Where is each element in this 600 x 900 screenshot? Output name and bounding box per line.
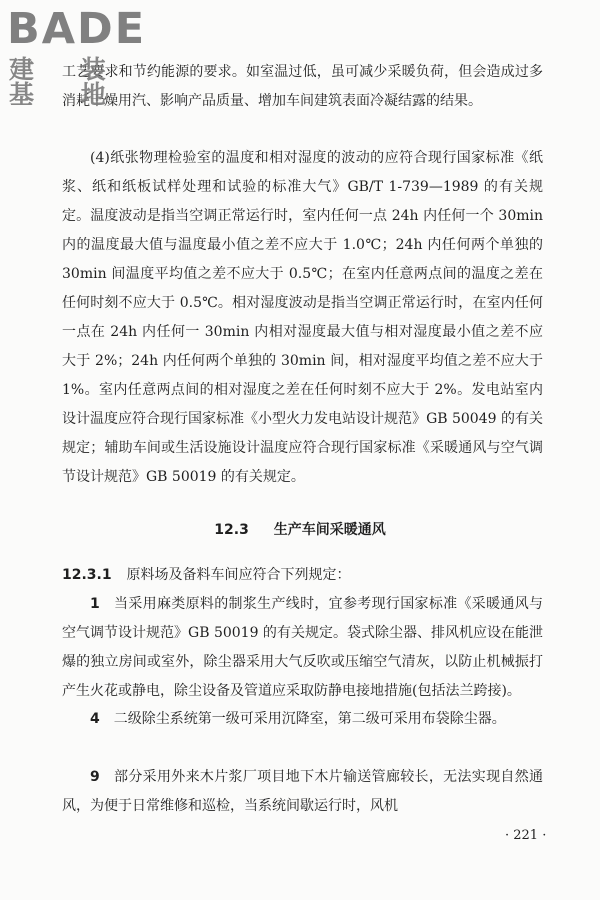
item-number: 1	[90, 596, 100, 612]
item-number: 9	[90, 769, 100, 785]
item-number: 4	[90, 711, 100, 727]
item-text: 二级除尘系统第一级可采用沉降室，第二级可采用布袋除尘器。	[113, 711, 506, 727]
section-title: 生产车间采暖通风	[273, 522, 386, 538]
item-text: 当采用麻类原料的制浆生产线时，宜参考现行国家标准《采暖通风与空气调节设计规范》GB 50019 的有关规定。袋式除尘器、排风机应设在能泄爆的独立房间或室外，除尘器采用大气反吹或压缩空气清灰，以防止机械振打产生火花或静电，除尘设备及管道应采取防静电接地措施(包括法兰跨接)。	[62, 596, 543, 699]
paragraph-2: (4)纸张物理检验室的温度和相对湿度的波动的应符合现行国家标准《纸浆、纸和纸板试样处理和试验的标准大气》GB/T 1-739—1989 的有关规定。温度波动是指当空调正常运行时，室内任何一点 24h 内任何一个 30min 内的温度最大值与温度最小值之差不应大于 1.0℃；24h 内任何两个单独的 30min 间温度平均值之差不应大于 0.5℃；在室内任意两点间的温度之差在任何时刻不应大于 0.5℃。相对湿度波动是指当空调正常运行时，在室内任何一点在 24h 内任何一 30min 内相对湿度最大值与相对湿度最小值之差不应大于 2%；24h 内任何两个单独的 30min 间，相对湿度平均值之差不应大于 1%。室内任意两点间的相对湿度之差在任何时刻不应大于 2%。发电站室内设计温度应符合现行国家标准《小型火力发电站设计规范》GB 50049 的有关规定；辅助车间或生活设施设计温度应符合现行国家标准《采暖通风与空气调节设计规范》GB 50019 的有关规定。	[62, 150, 543, 485]
page-number: · 221 ·	[505, 828, 547, 843]
section-number: 12.3	[214, 522, 249, 538]
list-item	[62, 705, 543, 734]
paragraph-1: 工艺要求和节约能源的要求。如室温过低，虽可减少采暖负荷，但会造成过多消耗干燥用汽、影响产品质量、增加车间建筑表面冷凝结露的结果。	[62, 64, 543, 109]
watermark-logo	[7, 4, 177, 109]
subsection-label: 原料场及备料车间应符合下列规定：	[126, 567, 351, 583]
subsection-heading	[62, 561, 543, 590]
list-item	[62, 590, 543, 706]
subsection-number: 12.3.1	[62, 567, 112, 583]
brand-text: BADE	[7, 4, 147, 54]
list-item	[62, 763, 543, 821]
item-text: 部分采用外来木片浆厂项目地下木片输送管廊较长，无法实现自然通风，为便于日常维修和巡检，当系统间歇运行时，风机	[62, 769, 543, 814]
section-heading	[0, 518, 600, 542]
brand-subtitle: 建 装 基 地	[9, 55, 125, 109]
